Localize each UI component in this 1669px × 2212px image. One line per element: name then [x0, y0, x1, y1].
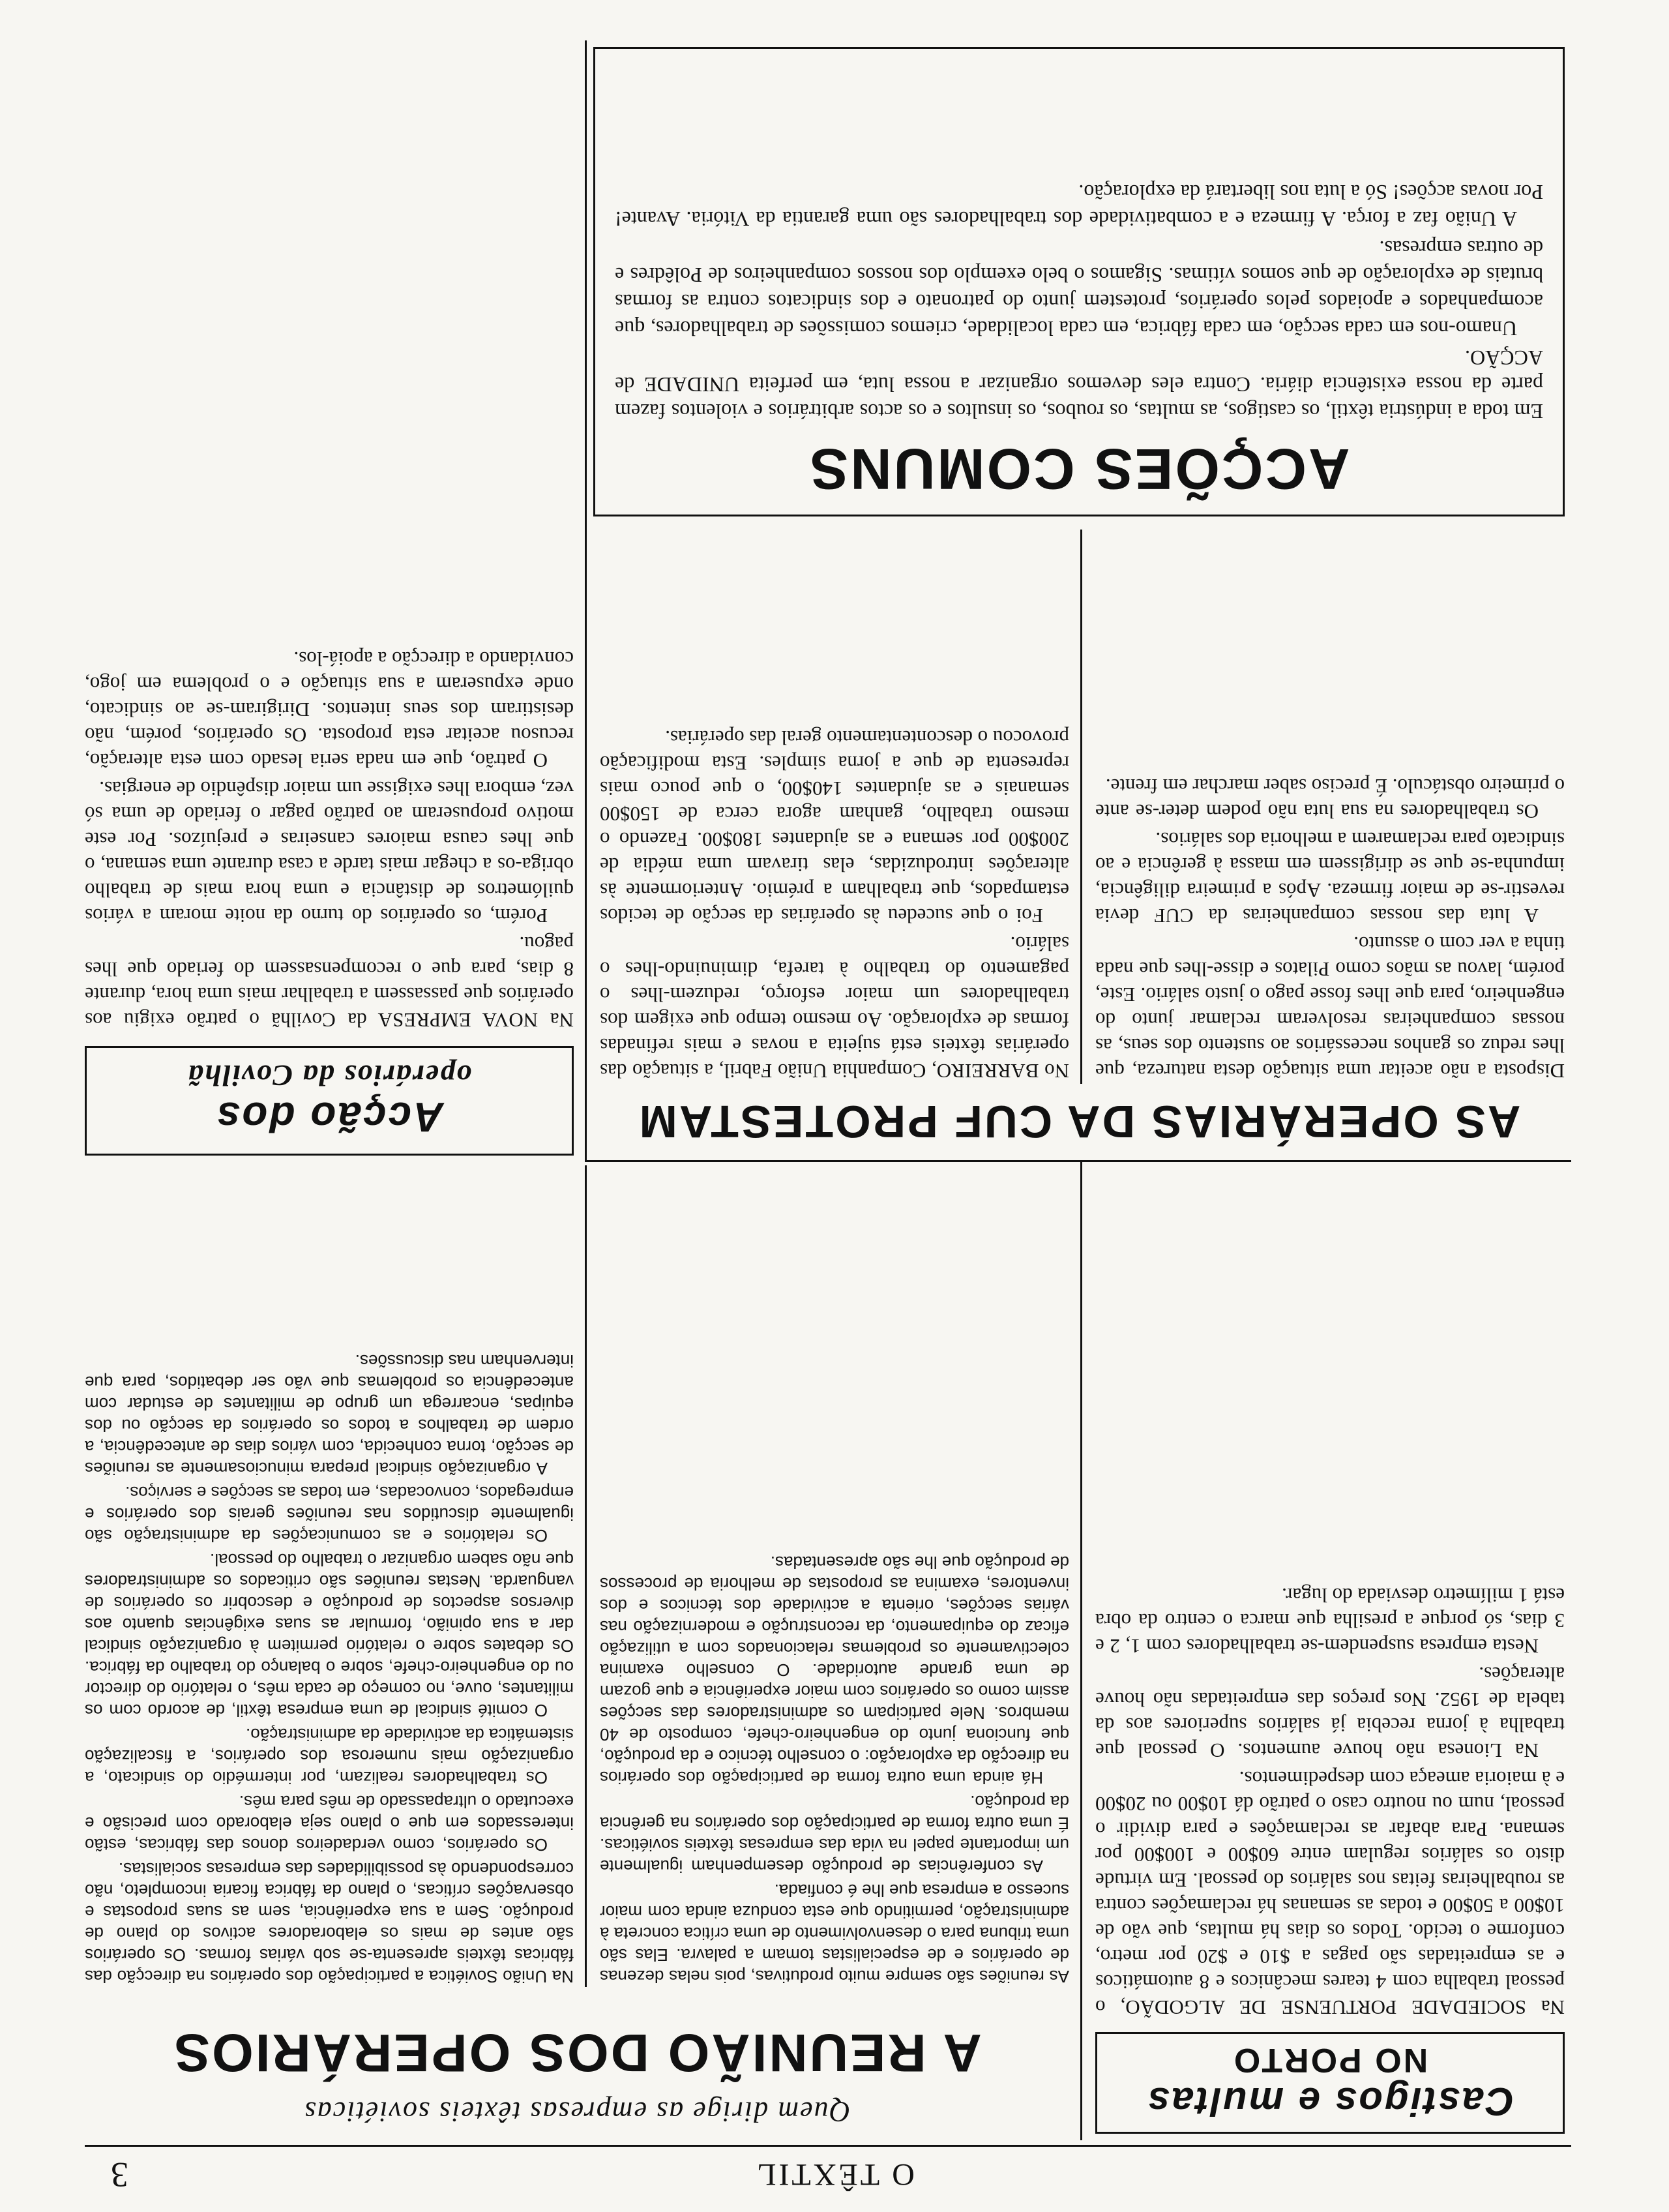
accoes-title: ACÇÕES COMUNS [808, 437, 1350, 501]
reuniao-paragraph-8: As conferências de produção desempenham igualmente um importante papel na vida das empresas têxteis soviéticas. É uma outra forma de participação dos operários na gerência da produção. [600, 1792, 1069, 1876]
accoes-article [593, 47, 1565, 516]
reuniao-heading [85, 1997, 1069, 2134]
cuf-paragraph-3: Disposta a não aceitar uma situação desta natureza, que lhes reduz os ganhos necessários ao sustento dos seus, as nossas companheiras resolveram reclamar junto do engenheiro, para que lhes fosse pago o justo salário. Este, porém, lavou as mãos como Pilatos e disse-lhes que nada tinha a ver com o assunto. [1095, 933, 1565, 1083]
covilha-paragraph-3: O patrão, que em nada seria lesado com esta alteração, recusou aceitar esta proposta. Os operários, porém, não desistiram dos seus intentos. Dirigiram-se ao sindicato, onde expuseram a sua situação e o problema em jogo, convidando a direcção a apoiá-los. [85, 648, 574, 772]
cuf-paragraph-1: No BARREIRO, Companhia União Fabril, a situação das operárias têxteis está sujeita a novas e mais refinadas formas de exploração. Ao mesmo tempo que exigem dos trabalhadores um maior esforço, reduzem-lhes o pagamento do trabalho à tarefa, diminuindo-lhes o salário. [600, 933, 1069, 1083]
reuniao-paragraph-5: Os relatórios e as comunicações da administração são igualmente discutidos nas reuniões gerais dos operários e empregados, convocadas, em todas as secções e serviços. [85, 1483, 574, 1546]
reuniao-paragraph-6: A organização sindical prepara minuciosamente as reuniões de secção, torna conhecida, com vários dias de antecedência, a ordem de trabalhos a todos os operários da secção ou dos equipas, encarrega um grupo de militantes de estudar com antecedência os problemas que vão ser debatidos, para que intervenham nas discussões. [85, 1351, 574, 1478]
castigos-paragraph-1: Na SOCIEDADE PORTUENSE DE ALGODÃO, o pessoal trabalha com 4 teares mecânicos e 8 automáticos e as empreitadas são pagas a $10 e $20 por metro, conforme o tecido. Todos os dias há multas, que vão de 10$00 a 50$00 e todas as semanas há reclamações contra as roubalheiras feitas nos salários do pessoal. Em virtude disto os salários regulam entre 60$00 e 100$00 por semana. Para abafar as reclamações e para dividir o pessoal, num ou noutro caso o patrão dá 10$00 ou 20$00 e à maioria ameaça com despedimentos. [1095, 1767, 1565, 2019]
cuf-inner-divider [1080, 530, 1082, 1084]
castigos-paragraph-3: Nesta empresa suspendem-se trabalhadores com 1, 2 e 3 dias, só porque a presilha que marca o centro da obra está 1 milímetro desviada do lugar. [1095, 1584, 1565, 1658]
reuniao-paragraph-3: Os trabalhadores realizam, por intermédio do sindicato, a organização mais numerosa dos operários, a fiscalização sistemática da actividade da administração. [85, 1725, 574, 1787]
reuniao-column-2 [85, 1175, 574, 1987]
covilha-paragraph-1: Na NOVA EMPRESA da Covilhã o patrão exigiu aos operários que passassem a trabalhar mais uma hora, durante 8 dias, para que o recompensassem do feriado que lhes pagou. [85, 933, 574, 1032]
cuf-paragraph-5: Os trabalhadores na sua luta não podem deter-se ante o primeiro obstáculo. É preciso saber marchar em frente. [1095, 775, 1565, 823]
covilha-title: Acção dos [214, 1094, 444, 1141]
castigos-article [1095, 1169, 1565, 2134]
reuniao-paragraph-1: Na União Soviética a participação dos operários na direcção das fábricas têxteis apresenta-se sob várias formas. Os operários são antes de mais os elaboradores activos do plano de produção. Sem a sua experiência, sem as suas propostas e observações críticas, o plano da fábrica ficaria incompleto, não correspondendo às possibilidades das empresas socialistas. [85, 1859, 574, 1986]
cuf-top-rule [587, 1160, 1571, 1162]
reuniao-paragraph-2: Os operários, como verdadeiros donos das fábricas, estão interessados em que o plano seja elaborado com precisão e executado o ultrapassado de mês para mês. [85, 1792, 574, 1855]
reuniao-title: A REUNIÃO DOS OPERÁRIOS [172, 2023, 982, 2082]
castigos-title: Castigos e multas [1145, 2080, 1514, 2123]
castigos-paragraph-2: Na Lionesa não houve aumentos. O pessoal que trabalha à jorna recebia já salários superiores aos da tabela de 1952. Nos preços das empreitadas não houve alterações. [1095, 1663, 1565, 1762]
castigos-divider [1080, 1162, 1082, 2140]
covilha-article [85, 47, 574, 1156]
reuniao-paragraph-7: As reuniões são sempre muito produtivas, pois nelas dezenas de operários e de especialistas tomam a palavra. Elas são uma tribuna para o desenvolvimento de uma crítica concreta à administração, permitindo que esta conduza ainda com maior sucesso a empresa que lhe é confiada. [600, 1881, 1069, 1986]
covilha-paragraph-2: Porém, os operários do turno da noite moram a vários quilómetros de distância e uma hora mais de trabalho obriga-os a chegar mais tarde a casa durante uma semana, o que lhes causa maiores canseiras e prejuízos. Por este motivo propuseram ao patrão pagar o feriado de uma só vez, embora lhes exigisse um maior dispêndio de energias. [85, 777, 574, 927]
cuf-paragraph-2: Foi o que sucedeu às operárias da secção de tecidos estampados, que trabalham a prémio. Anteriormente às alterações introduzidas, elas tiravam uma média de 200$00 por semana e as ajudantes 180$00. Fazendo o mesmo trabalho, ganham agora cerca de 150$00 semanais e as ajudantes 140$00, o que pouco mais representa de que a jorna simples. Esta modificação provocou o descontentamento geral das operárias. [600, 726, 1069, 927]
covilha-heading-box [85, 1046, 574, 1156]
cuf-column-1 [1095, 543, 1565, 1084]
newspaper-title: O TÊXTIL [754, 2157, 915, 2192]
accoes-paragraph-1: Em toda a indústria têxtil, os castigos, as multas, os roubos, os insultos e os actos arbitrários e violentos fazem parte da nossa existência diária. Contra eles devemos organizar a nossa luta, em perfeita UNIDADE de ACÇÃO. [615, 346, 1543, 423]
header-rule [85, 2145, 1571, 2147]
cuf-paragraph-4: A luta das nossas companheiras da CUF devia revestir-se de maior firmeza. Após a primeira diligência, impunha-se que se dirigissem em massa à gerência e ao sindicato para reclamarem a melhoria dos salários. [1095, 828, 1565, 927]
cuf-title: AS OPERÁRIAS DA CUF PROTESTAM [637, 1096, 1521, 1147]
reuniao-inner-divider [585, 1165, 587, 1987]
covilha-subtitle: operários da Covilhã [186, 1059, 472, 1092]
reuniao-kicker: Quem dirige as empresas têxteis soviéticas [303, 2096, 851, 2128]
page-number: 3 [111, 2155, 128, 2194]
reuniao-paragraph-4: O comité sindical de uma empresa têxtil, de acordo com os militantes, ouve, no começo de cada mês, o relatório do director ou do engenheiro-chefe, sobre o balanço do trabalho da fábrica. Os debates sobre o relatório permitem à organização sindical dar a sua opinião, formular as suas exigências quanto aos diversos aspectos de produção e descobrir os operários de vanguarda. Nestas reuniões são criticados os administradores que não sabem organizar o trabalho do pessoal. [85, 1550, 574, 1720]
castigos-subtitle: NO PORTO [1232, 2041, 1428, 2079]
accoes-paragraph-2: Unamo-nos em cada secção, em cada fábrica, em cada localidade, criemos comissões de trabalhadores, que acompanhados e apoiados pelos operários, protestem junto do patronato e dos sindicatos contra as formas brutais de exploração de que somos vítimas. Sigamos o belo exemplo dos nossos companheiros de Polêdres e de outras empresas. [615, 237, 1543, 340]
accoes-paragraph-3: A União faz a força. A firmeza e a combatividade dos trabalhadores são uma garantia da Vitória. Avante! Por novas acções! Só a luta nos libertará da exploração. [615, 181, 1543, 231]
reuniao-paragraph-9: Há ainda uma outra forma de participação dos operários na direcção da exploração: o conselho técnico e da produção, que funciona junto do engenheiro-chefe, composto de 40 membros. Nele participam os administradores das secções assim como os operários com maior experiência e que gozam de uma grande autoridade. O conselho examina colectivamente os problemas relacionados com a utilização eficaz do equipamento, da reconstrução e modernização nas várias secções, orienta a actividade dos técnicos e dos inventores, examina as propostas de melhoria de processos de produção que lhe são apresentadas. [600, 1553, 1069, 1787]
reuniao-column-1 [600, 1175, 1069, 1987]
right-column-divider [585, 40, 587, 1162]
castigos-heading-box [1095, 2032, 1565, 2134]
page-header [98, 2156, 1571, 2195]
cuf-column-2 [600, 543, 1069, 1084]
